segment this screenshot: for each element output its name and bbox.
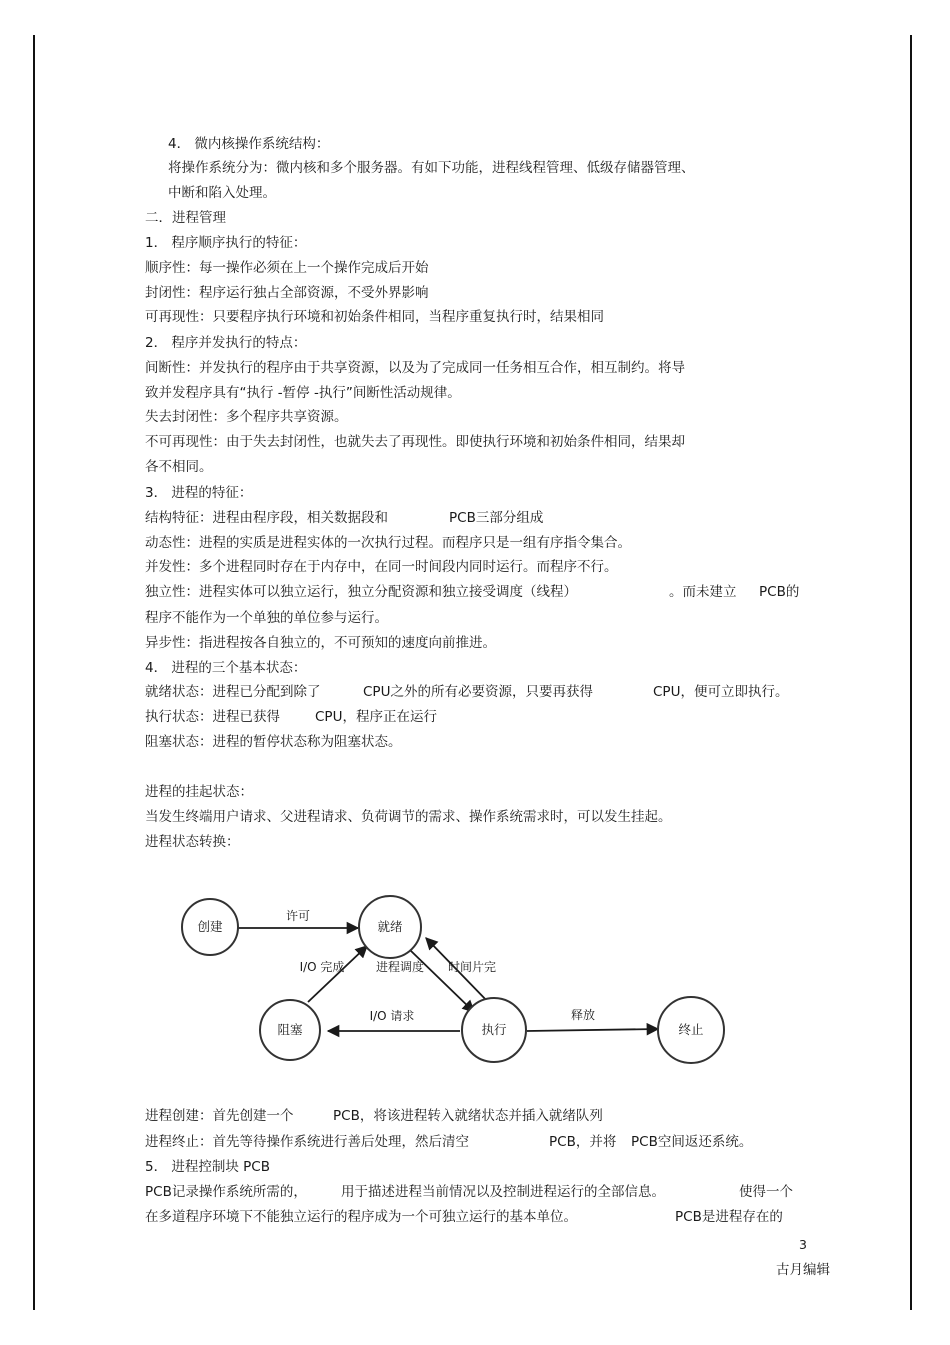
text-line: 并发性：多个进程同时存在于内存中，在同一时间段内同时运行。而程序不行。 bbox=[145, 559, 618, 575]
text-segment: PCB，将该进程转入就绪状态并插入就绪队列 bbox=[333, 1108, 603, 1124]
edge-label-permit: 许可 bbox=[285, 909, 311, 923]
edge-label-dispatch: 进程调度 bbox=[375, 960, 425, 974]
edge-running-terminated bbox=[527, 1029, 658, 1031]
text-line: 阻塞状态：进程的暂停状态称为阻塞状态。 bbox=[145, 734, 402, 750]
text-line: 2． 程序并发执行的特点： bbox=[145, 335, 307, 351]
text-segment: PCB，并将 bbox=[549, 1134, 617, 1150]
text-line: 进程的挂起状态： bbox=[145, 784, 253, 800]
text-line: 封闭性：程序运行独占全部资源，不受外界影响 bbox=[145, 285, 429, 301]
text-segment: 进程终止：首先等待操作系统进行善后处理，然后清空 bbox=[145, 1134, 469, 1150]
edge-label-release: 释放 bbox=[570, 1008, 596, 1022]
node-label-ready: 就绪 bbox=[377, 919, 403, 934]
text-segment: 结构特征：进程由程序段，相关数据段和 bbox=[145, 510, 388, 526]
process-state-diagram bbox=[170, 890, 740, 1070]
text-line: 间断性：并发执行的程序由于共享资源，以及为了完成同一任务相互合作，相互制约。将导 bbox=[145, 360, 685, 376]
text-line: 将操作系统分为：微内核和多个服务器。有如下功能，进程线程管理、低级存储器管理、 bbox=[168, 160, 695, 176]
text-line: 各不相同。 bbox=[145, 459, 213, 475]
text-line: 3． 进程的特征： bbox=[145, 485, 253, 501]
text-line: 4． 进程的三个基本状态： bbox=[145, 660, 307, 676]
text-line: 失去封闭性：多个程序共享资源。 bbox=[145, 409, 348, 425]
text-line: 致并发程序具有“执行 -暂停 -执行”间断性活动规律。 bbox=[145, 385, 461, 401]
text-line: 可再现性：只要程序执行环境和初始条件相同，当程序重复执行时，结果相同 bbox=[145, 309, 604, 325]
text-line: 1． 程序顺序执行的特征： bbox=[145, 235, 307, 251]
text-line: 动态性：进程的实质是进程实体的一次执行过程。而程序只是一组有序指令集合。 bbox=[145, 535, 631, 551]
text-segment: PCB是进程存在的 bbox=[675, 1209, 783, 1225]
text-segment: 使得一个 bbox=[739, 1184, 793, 1200]
section-heading: 5． 进程控制块 PCB bbox=[145, 1159, 271, 1175]
text-segment: 用于描述进程当前情况以及控制进程运行的全部信息。 bbox=[341, 1184, 665, 1200]
text-segment: 独立性：进程实体可以独立运行，独立分配资源和独立接受调度（线程） bbox=[145, 584, 577, 600]
text-segment: PCB记录操作系统所需的， bbox=[145, 1184, 307, 1200]
text-segment: PCB的 bbox=[759, 584, 800, 600]
text-segment: PCB空间返还系统。 bbox=[631, 1134, 753, 1150]
page-border-left bbox=[33, 35, 35, 1310]
text-line: 4． 微内核操作系统结构： bbox=[168, 136, 330, 152]
text-line: 不可再现性：由于失去封闭性，也就失去了再现性。即使执行环境和初始条件相同，结果却 bbox=[145, 434, 685, 450]
node-label-blocked: 阻塞 bbox=[277, 1022, 303, 1037]
text-segment: 。而未建立 bbox=[669, 584, 737, 600]
text-line: 程序不能作为一个单独的单位参与运行。 bbox=[145, 610, 388, 626]
text-segment: CPU之外的所有必要资源，只要再获得 bbox=[363, 684, 593, 700]
text-line: 当发生终端用户请求、父进程请求、负荷调节的需求、操作系统需求时，可以发生挂起。 bbox=[145, 809, 672, 825]
text-segment: CPU，程序正在运行 bbox=[315, 709, 437, 725]
node-label-running: 执行 bbox=[481, 1022, 507, 1037]
text-segment: 执行状态：进程已获得 bbox=[145, 709, 280, 725]
page-border-right bbox=[910, 35, 912, 1310]
node-label-create: 创建 bbox=[197, 919, 223, 934]
editor-credit: 古月编辑 bbox=[776, 1262, 830, 1278]
edge-label-io-done: I/O 完成 bbox=[299, 960, 345, 974]
text-segment: 就绪状态：进程已分配到除了 bbox=[145, 684, 321, 700]
text-line: 中断和陷入处理。 bbox=[168, 185, 276, 201]
page-number: 3 bbox=[799, 1237, 807, 1252]
edge-label-timeslice: 时间片完 bbox=[447, 960, 497, 974]
text-segment: PCB三部分组成 bbox=[449, 510, 544, 526]
section-heading: 二．进程管理 bbox=[145, 210, 226, 226]
text-line: 顺序性：每一操作必须在上一个操作完成后开始 bbox=[145, 260, 429, 276]
text-segment: 进程创建：首先创建一个 bbox=[145, 1108, 294, 1124]
edge-blocked-ready bbox=[308, 946, 367, 1002]
text-segment: 在多道程序环境下不能独立运行的程序成为一个可独立运行的基本单位。 bbox=[145, 1209, 577, 1225]
edge-label-io-request: I/O 请求 bbox=[369, 1009, 415, 1023]
node-label-terminated: 终止 bbox=[678, 1022, 704, 1037]
text-line: 进程状态转换： bbox=[145, 834, 240, 850]
text-segment: CPU，便可立即执行。 bbox=[653, 684, 789, 700]
text-line: 异步性：指进程按各自独立的，不可预知的速度向前推进。 bbox=[145, 635, 496, 651]
